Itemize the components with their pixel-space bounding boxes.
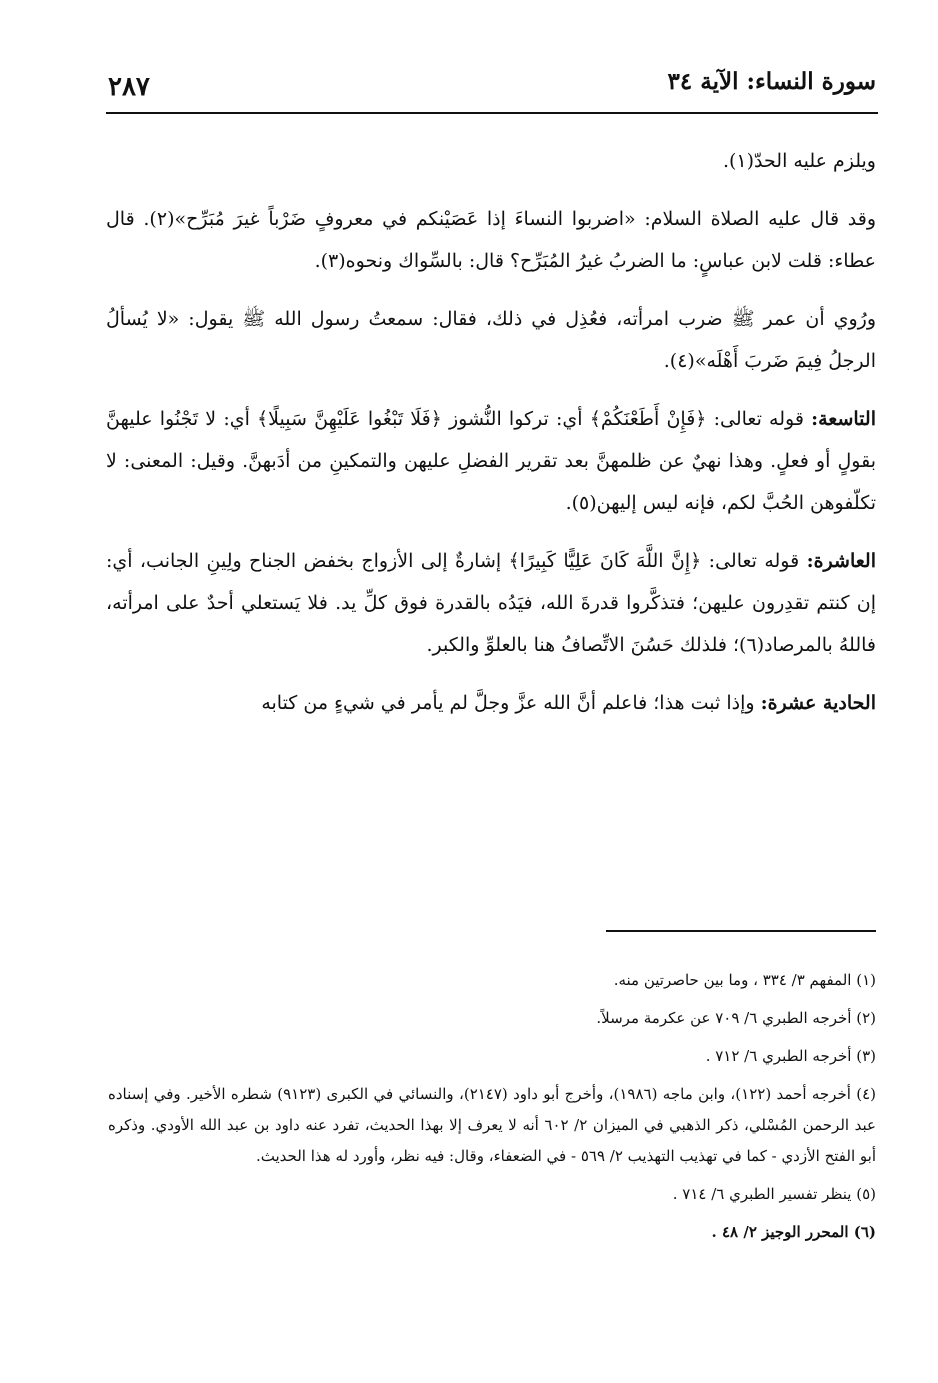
footnote-rule bbox=[606, 930, 876, 932]
footnote-4: (٤) أخرجه أحمد (١٢٢)، وابن ماجه (١٩٨٦)، وأخرج أبو داود (٢١٤٧)، والنسائي في الكبرى (٩١٢٣) شطره الأخير. وفي إسناده عبد الرحمن المُسْلي، ذكر الذهبي في الميزان ٢/ ٦٠٢ أنه لا يعرف إلا بهذا الحديث، تفرد عنه داود بن عبد الله الأودي. وذكره أبو الفتح الأزدي - كما في تهذيب التهذيب ٢/ ٥٦٩ - في الضعفاء، وقال: فيه نظر، وأورد له هذا الحديث. bbox=[108, 1085, 877, 1165]
paragraph-4-text: قوله تعالى: ﴿فَإِنْ أَطَعْنَكُمْ﴾ أي: تركوا النُّشوز ﴿فَلَا تَبْغُوا عَلَيْهِنَّ سَبِيلًا﴾ أي: لا تَجْنُوا عليهنَّ بقولٍ أو فعلٍ. وهذا نهيٌ عن ظلمهنَّ بعد تقرير الفضلِ عليهن والتمكينِ من أدَبهنَّ. وقيل: المعنى: لا تكلّفوهن الحُبَّ لكم، فإنه ليس إليهن(٥). bbox=[106, 408, 876, 514]
footnote-3: (٣) أخرجه الطبري ٦/ ٧١٢ . bbox=[705, 1047, 876, 1065]
section-heading-tenth: العاشرة: bbox=[806, 550, 876, 572]
footnotes bbox=[108, 965, 876, 1255]
footnote-6: (٦) المحرر الوجيز ٢/ ٤٨ . bbox=[711, 1223, 876, 1241]
paragraph-6 bbox=[106, 682, 876, 724]
section-heading-ninth: التاسعة: bbox=[811, 408, 876, 430]
paragraph-2: وقد قال عليه الصلاة السلام: «اضربوا النساءَ إذا عَصَيْنكم في معروفٍ ضَرْباً غيرَ مُبَرِّح»(٢). قال عطاء: قلت لابن عباسٍ: ما الضربُ غيرُ المُبَرِّح؟ قال: بالسِّواك ونحوه(٣). bbox=[106, 208, 877, 272]
header-rule bbox=[106, 112, 878, 114]
paragraph-4 bbox=[106, 398, 876, 524]
paragraph-6-text: وإذا ثبت هذا؛ فاعلم أنَّ الله عزَّ وجلَّ لم يأمر في شيءٍ من كتابه bbox=[261, 692, 755, 714]
running-header-title: سورة النساء: الآية ٣٤ bbox=[667, 68, 876, 95]
footnote-5: (٥) ينظر تفسير الطبري ٦/ ٧١٤ . bbox=[672, 1185, 876, 1203]
footnote-2: (٢) أخرجه الطبري ٦/ ٧٠٩ عن عكرمة مرسلاً. bbox=[596, 1009, 876, 1027]
paragraph-1: ويلزم عليه الحدّ(١). bbox=[722, 150, 876, 172]
paragraph-5-text: قوله تعالى: ﴿إِنَّ اللَّهَ كَانَ عَلِيًّا كَبِيرًا﴾ إشارةٌ إلى الأزواج بخفض الجناح ولِينِ الجانب، أي: إن كنتم تقدِرون عليهن؛ فتذكَّروا قدرةَ الله، فيَدُه بالقدرة فوق كلِّ يد. فلا يَستعلي أحدٌ على امرأته، فاللهُ بالمرصاد(٦)؛ فلذلك حَسُنَ الاتِّصافُ هنا بالعلوِّ والكبر. bbox=[106, 550, 876, 656]
paragraph-5 bbox=[106, 540, 876, 666]
paragraph-3: ورُوي أن عمر ﷺ ضرب امرأته، فعُذِل في ذلك، فقال: سمعتُ رسول الله ﷺ يقول: «لا يُسألُ الرجلُ فِيمَ ضَربَ أَهْلَه»(٤). bbox=[106, 308, 876, 372]
section-heading-eleventh: الحادية عشرة: bbox=[760, 692, 876, 714]
page-number: ٢٨٧ bbox=[108, 72, 150, 102]
main-text bbox=[106, 140, 876, 740]
footnote-1: (١) المفهم ٣/ ٣٣٤ ، وما بين حاصرتين منه. bbox=[613, 971, 876, 989]
